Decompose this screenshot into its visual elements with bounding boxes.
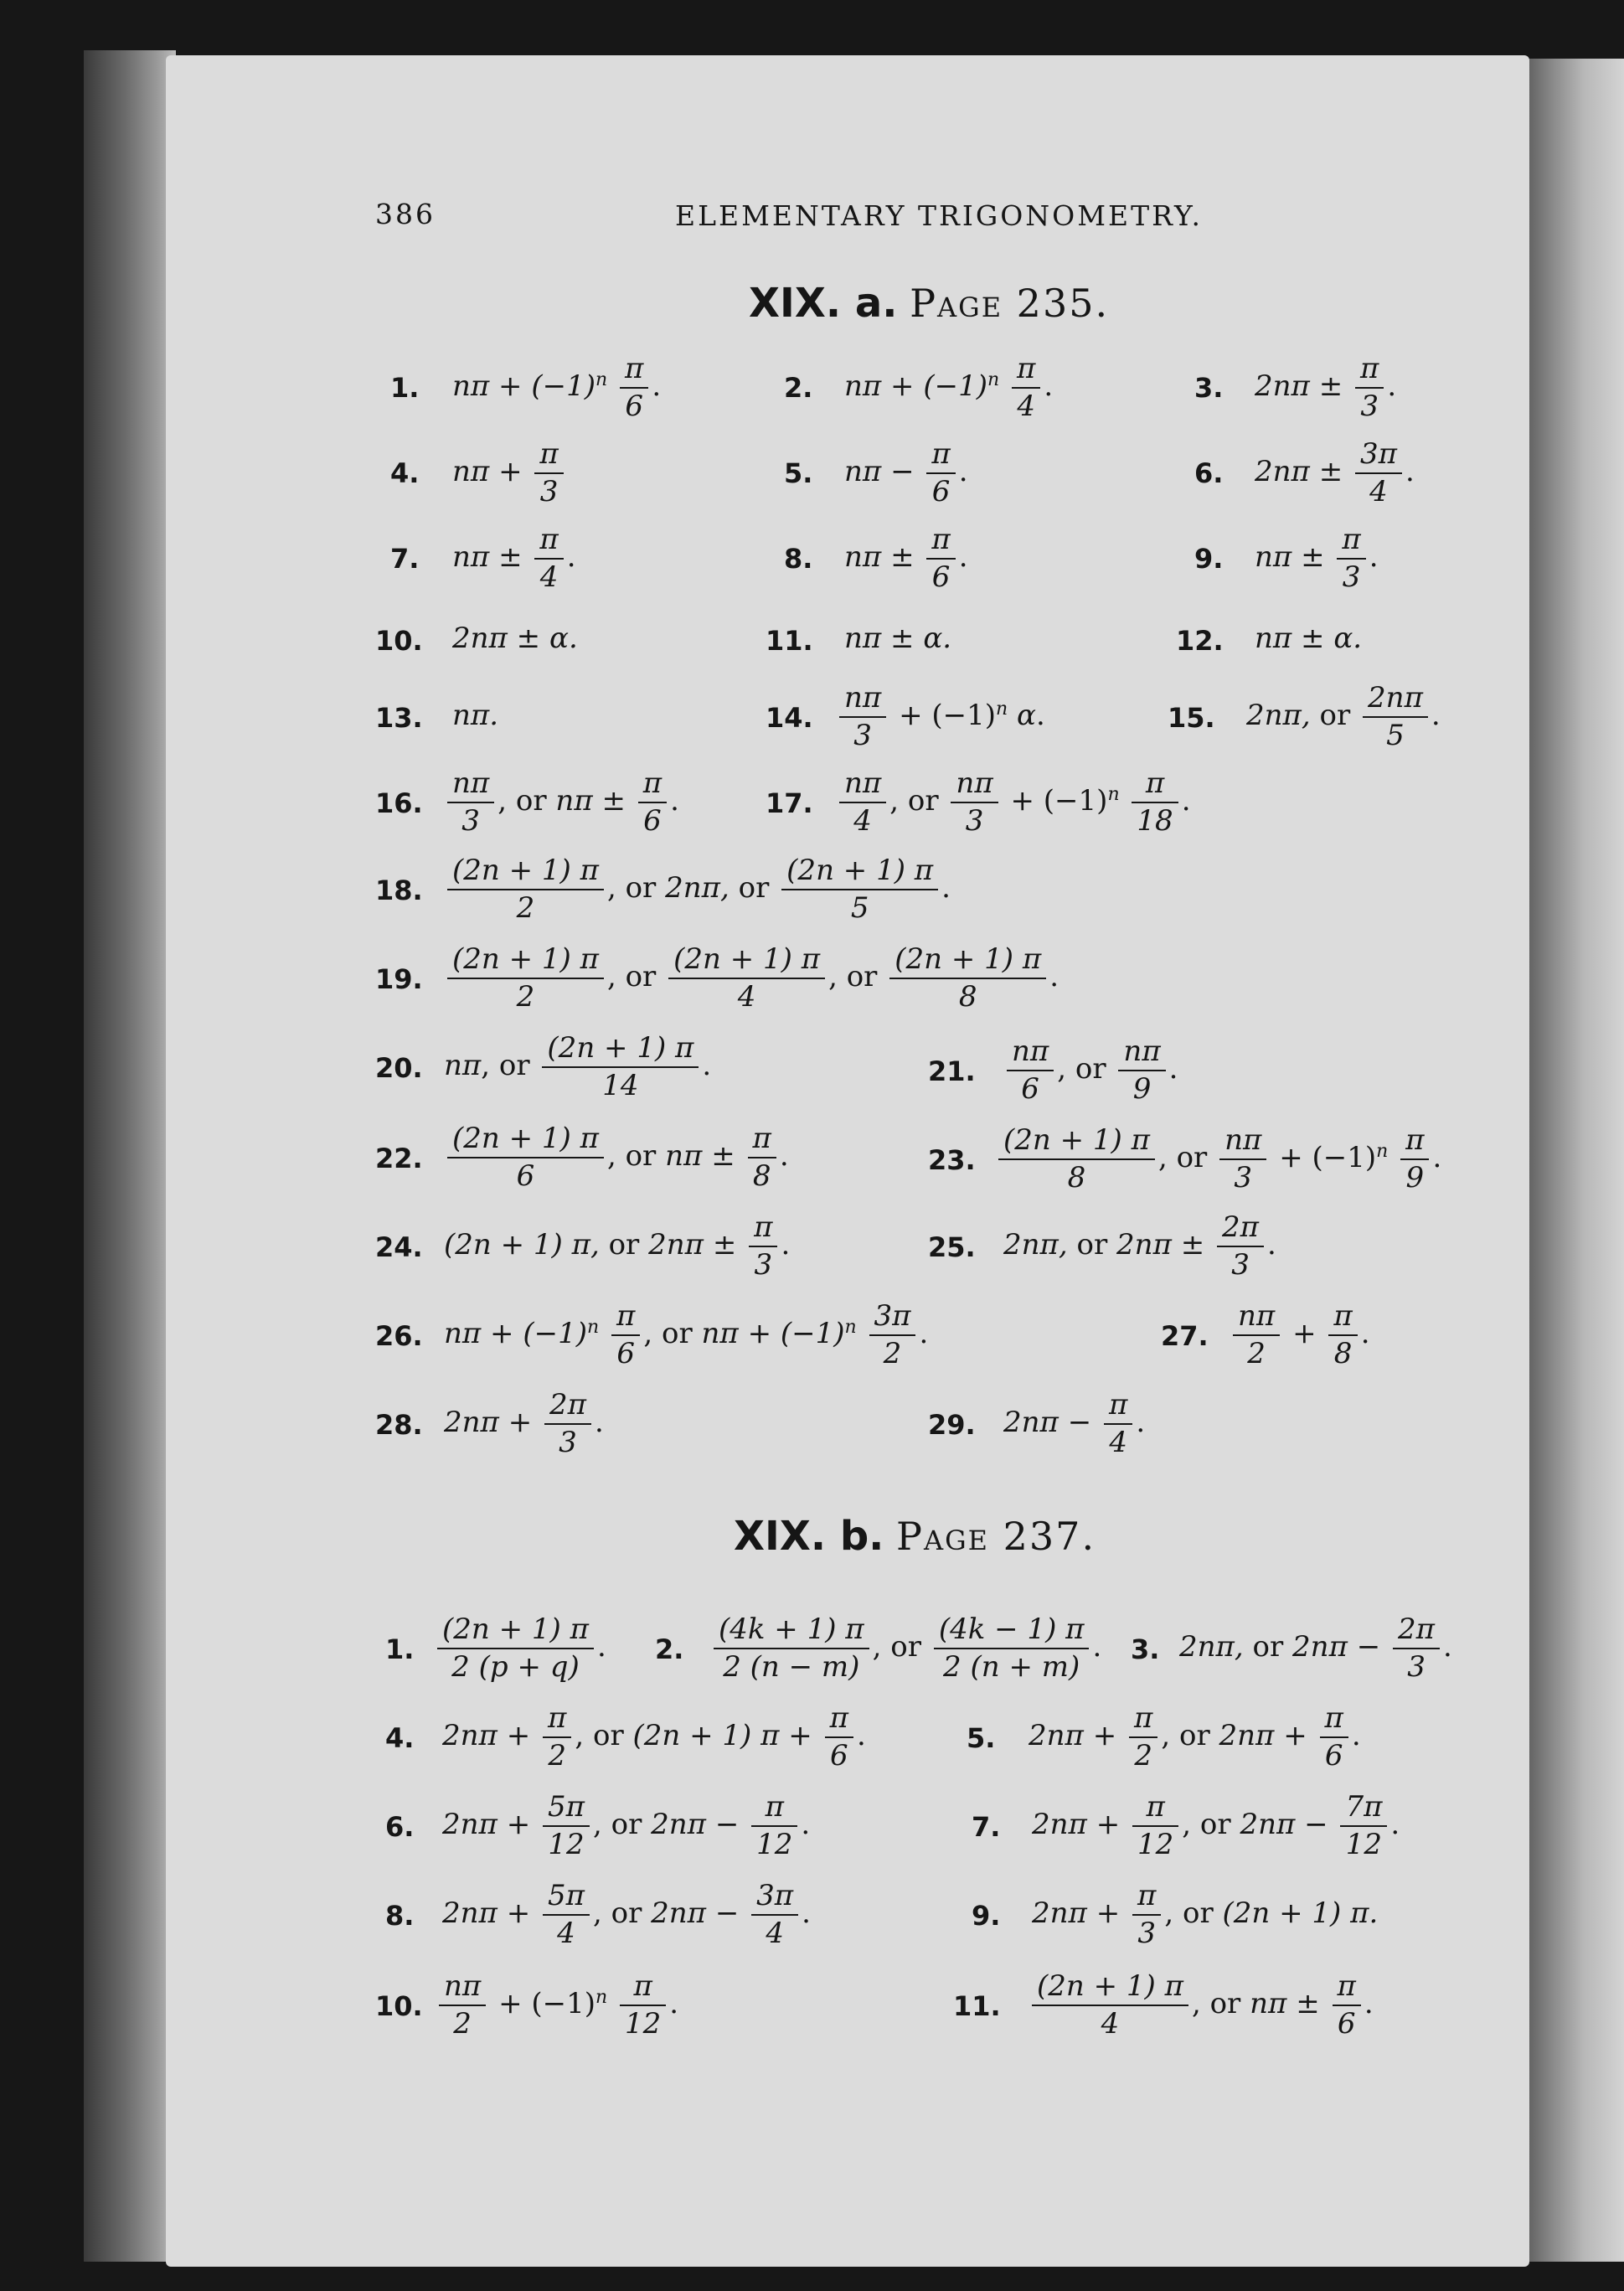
section-b-page-ref: Page 237.	[896, 1514, 1096, 1559]
answer-a16: 16.	[375, 787, 423, 819]
answer-a2-expr: $n\pi + (-1)^n$ $\frac{\pi}{4}$ .	[844, 352, 1054, 424]
section-b-label: XIX. b.	[734, 1513, 884, 1560]
answer-a1-expr: $n\pi + (-1)^n$ $\frac{\pi}{6}$ .	[452, 352, 662, 424]
answer-a24: 24.	[375, 1231, 423, 1263]
answer-b1: 1.	[385, 1633, 415, 1665]
answer-b7-expr: 2nπ + $\frac{\pi}{12}$ , or 2nπ − $\frac{7\pi}{12}$ .	[1032, 1790, 1400, 1862]
answer-a8: 8.	[784, 543, 813, 575]
page-number: 386	[375, 198, 436, 230]
section-a-label: XIX. a.	[749, 280, 898, 327]
fraction: $\frac{n\pi}{3}$	[447, 767, 494, 838]
answer-a14: 14.	[766, 702, 813, 734]
answer-a13-expr: nπ.	[452, 699, 499, 732]
fraction: $\frac{\pi}{3}$	[1337, 524, 1365, 594]
answer-a7-expr: nπ ± $\frac{\pi}{4}$ .	[452, 523, 576, 595]
fraction: $\frac{n\pi}{3}$	[1219, 1124, 1266, 1195]
fraction: $\frac{n\pi}{9}$	[1118, 1035, 1165, 1106]
fraction: $\frac{(2n + 1) \pi}{14}$	[542, 1032, 699, 1102]
fraction: $\frac{(2n + 1) \pi}{2}$	[447, 943, 604, 1014]
answer-a23-expr: $\frac{(2n + 1) \pi}{8}$ , or $\frac{n\pi}{3}$ + $(-1)^n$ $\frac{\pi}{9}$ .	[995, 1124, 1441, 1195]
fraction: $\frac{n\pi}{3}$	[951, 767, 998, 838]
fraction: $\frac{(2n + 1) \pi}{4}$	[668, 943, 825, 1014]
answer-a3-expr: 2nπ ± $\frac{\pi}{3}$ .	[1255, 352, 1397, 424]
answer-a19-expr: $\frac{(2n + 1) \pi}{2}$ , or $\frac{(2n + 1) \pi}{4}$ , or $\frac{(2n + 1) \pi}{8}$ .	[444, 943, 1059, 1014]
fraction: $\frac{\pi}{3}$	[1132, 1880, 1161, 1950]
fraction: $\frac{\pi}{9}$	[1400, 1124, 1429, 1195]
answer-b10: 10.	[375, 1990, 423, 2022]
answer-b4-expr: 2nπ + $\frac{\pi}{2}$ , or (2n + 1) π + $\frac{\pi}{6}$ .	[442, 1701, 866, 1773]
answer-b2-expr: $\frac{(4k + 1) \pi}{2 (n - m)}$ , or $\frac{(4k - 1) \pi}{2 (n + m)}$ .	[710, 1613, 1101, 1684]
answer-a29: 29.	[928, 1409, 976, 1441]
answer-a4-expr: nπ + $\frac{\pi}{3}$	[452, 438, 567, 508]
answer-a27-expr: $\frac{n\pi}{2}$ + $\frac{\pi}{8}$ .	[1230, 1300, 1370, 1370]
answer-a26-expr: $n\pi + (-1)^n$ $\frac{\pi}{6}$ , or $n\pi + (-1)^n$ $\frac{3\pi}{2}$ .	[444, 1299, 929, 1371]
answer-a9: 9.	[1194, 543, 1224, 575]
fraction: $\frac{(2n + 1) \pi}{8}$	[889, 943, 1046, 1014]
fraction: $\frac{7\pi}{12}$	[1340, 1791, 1387, 1861]
answer-b9: 9.	[972, 1900, 1001, 1932]
fraction: $\frac{n\pi}{6}$	[1007, 1035, 1054, 1106]
answer-a1: 1.	[390, 372, 420, 404]
answer-b6-expr: 2nπ + $\frac{5\pi}{12}$ , or 2nπ − $\frac{\pi}{12}$ .	[442, 1790, 811, 1862]
answer-b2: 2.	[655, 1633, 684, 1665]
answer-a15: 15.	[1168, 702, 1215, 734]
answer-a25-expr: 2nπ, or 2nπ ± $\frac{2\pi}{3}$ .	[1003, 1210, 1276, 1282]
fraction: $\frac{\pi}{4}$	[534, 524, 563, 594]
answer-a11-expr: nπ ± α.	[844, 622, 952, 655]
fraction: $\frac{\pi}{8}$	[1328, 1300, 1357, 1370]
answer-a14-expr: $\frac{n\pi}{3}$ + $(-1)^n$ α.	[836, 682, 1045, 752]
fraction: $\frac{(2n + 1) \pi}{8}$	[998, 1124, 1155, 1195]
answer-a9-expr: nπ ± $\frac{\pi}{3}$ .	[1255, 523, 1379, 595]
fraction: $\frac{\pi}{3}$	[1355, 353, 1384, 423]
fraction: $\frac{\pi}{6}$	[638, 767, 667, 838]
fraction: $\frac{\pi}{6}$	[926, 524, 955, 594]
fraction: $\frac{2n\pi}{5}$	[1363, 682, 1428, 752]
answer-b8: 8.	[385, 1900, 415, 1932]
answer-a20-expr: nπ, or $\frac{(2n + 1) \pi}{14}$ .	[444, 1031, 712, 1103]
answer-a10: 10.	[375, 625, 423, 657]
answer-a6-expr: 2nπ ± $\frac{3\pi}{4}$ .	[1255, 437, 1415, 509]
fraction: $\frac{2\pi}{3}$	[1217, 1211, 1264, 1282]
fraction: $\frac{\pi}{3}$	[749, 1211, 777, 1282]
answer-a23: 23.	[928, 1144, 976, 1176]
fraction: $\frac{(4k - 1) \pi}{2 (n + m)}$	[934, 1613, 1090, 1684]
fraction: $\frac{\pi}{6}$	[620, 353, 648, 423]
fraction: $\frac{\pi}{3}$	[534, 438, 563, 508]
answer-b7: 7.	[972, 1811, 1001, 1843]
fraction: $\frac{n\pi}{3}$	[839, 682, 886, 752]
scan-edge-right	[1524, 59, 1624, 2262]
answer-a11: 11.	[766, 625, 813, 657]
fraction: $\frac{(2n + 1) \pi}{4}$	[1032, 1970, 1188, 2041]
answer-a6: 6.	[1194, 457, 1224, 489]
fraction: $\frac{\pi}{12}$	[751, 1791, 797, 1861]
answer-a25: 25.	[928, 1231, 976, 1263]
answer-a22: 22.	[375, 1143, 423, 1174]
book-page	[166, 55, 1529, 2267]
answer-a21: 21.	[928, 1055, 976, 1087]
answer-a26: 26.	[375, 1320, 423, 1352]
fraction: $\frac{2\pi}{3}$	[544, 1389, 591, 1459]
answer-a21-expr: $\frac{n\pi}{6}$ , or $\frac{n\pi}{9}$ .	[1003, 1035, 1178, 1106]
fraction: $\frac{(2n + 1) \pi}{5}$	[781, 854, 938, 925]
answer-a29-expr: 2nπ − $\frac{\pi}{4}$ .	[1003, 1388, 1146, 1460]
answer-a15-expr: 2nπ, or $\frac{2n\pi}{5}$ .	[1246, 681, 1441, 753]
fraction: $\frac{n\pi}{2}$	[439, 1970, 486, 2041]
answer-b8-expr: 2nπ + $\frac{5\pi}{4}$ , or 2nπ − $\frac{3\pi}{4}$ .	[442, 1879, 811, 1951]
answer-a5: 5.	[784, 457, 813, 489]
fraction: $\frac{\pi}{12}$	[1132, 1791, 1178, 1861]
answer-b5-expr: 2nπ + $\frac{\pi}{2}$ , or 2nπ + $\frac{\pi}{6}$ .	[1029, 1701, 1361, 1773]
fraction: $\frac{2\pi}{3}$	[1393, 1613, 1440, 1684]
fraction: $\frac{(2n + 1) \pi}{2}$	[447, 854, 604, 925]
answer-a2: 2.	[784, 372, 813, 404]
fraction: $\frac{5\pi}{4}$	[543, 1880, 590, 1950]
fraction: $\frac{\pi}{6}$	[825, 1702, 853, 1772]
answer-a27: 27.	[1161, 1320, 1209, 1352]
answer-a7: 7.	[390, 543, 420, 575]
section-a-page-ref: Page 235.	[910, 281, 1110, 326]
answer-a28-expr: 2nπ + $\frac{2\pi}{3}$ .	[444, 1388, 604, 1460]
answer-b10-expr: $\frac{n\pi}{2}$ + $(-1)^n$ $\frac{\pi}{12}$ .	[436, 1970, 678, 2041]
answer-a17-expr: $\frac{n\pi}{4}$ , or $\frac{n\pi}{3}$ + $(-1)^n$ $\frac{\pi}{18}$ .	[836, 767, 1191, 838]
section-a-heading	[749, 280, 1109, 327]
fraction: $\frac{(2n + 1) \pi}{6}$	[447, 1122, 604, 1193]
fraction: $\frac{3\pi}{4}$	[1355, 438, 1402, 508]
answer-b6: 6.	[385, 1811, 415, 1843]
answer-a18-expr: $\frac{(2n + 1) \pi}{2}$ , or 2nπ, or $\frac{(2n + 1) \pi}{5}$ .	[444, 854, 951, 925]
answer-a20: 20.	[375, 1052, 423, 1084]
fraction: $\frac{3\pi}{4}$	[751, 1880, 798, 1950]
answer-a3: 3.	[1194, 372, 1224, 404]
answer-a18: 18.	[375, 875, 423, 906]
answer-a10-expr: 2nπ ± α.	[452, 622, 578, 655]
fraction: $\frac{\pi}{4}$	[1104, 1389, 1132, 1459]
answer-a17: 17.	[766, 787, 813, 819]
answer-b11-expr: $\frac{(2n + 1) \pi}{4}$ , or nπ ± $\frac{\pi}{6}$ .	[1029, 1970, 1374, 2041]
fraction: $\frac{\pi}{2}$	[1129, 1702, 1157, 1772]
scan-edge-left	[84, 50, 176, 2262]
running-title: ELEMENTARY TRIGONOMETRY.	[675, 199, 1203, 232]
answer-b11: 11.	[953, 1990, 1001, 2022]
fraction: $\frac{(4k + 1) \pi}{2 (n - m)}$	[714, 1613, 869, 1684]
fraction: $\frac{\pi}{6}$	[926, 438, 955, 508]
answer-a22-expr: $\frac{(2n + 1) \pi}{6}$ , or nπ ± $\frac{\pi}{8}$ .	[444, 1122, 789, 1193]
answer-a24-expr: (2n + 1) π, or 2nπ ± $\frac{\pi}{3}$ .	[444, 1210, 791, 1282]
fraction: $\frac{\pi}{8}$	[748, 1122, 776, 1193]
answer-b3: 3.	[1131, 1633, 1160, 1665]
fraction: $\frac{\pi}{12}$	[620, 1970, 666, 2041]
answer-b9-expr: 2nπ + $\frac{\pi}{3}$ , or (2n + 1) π.	[1032, 1879, 1379, 1951]
fraction: $\frac{\pi}{6}$	[1333, 1970, 1361, 2041]
answer-b1-expr: $\frac{(2n + 1) \pi}{2 (p + q)}$ .	[434, 1613, 606, 1684]
fraction: $\frac{\pi}{6}$	[1320, 1702, 1348, 1772]
answer-a5-expr: nπ − $\frac{\pi}{6}$ .	[844, 437, 968, 509]
fraction: $\frac{\pi}{2}$	[543, 1702, 571, 1772]
answer-a12: 12.	[1176, 625, 1224, 657]
fraction: $\frac{5\pi}{12}$	[543, 1791, 590, 1861]
fraction: $\frac{\pi}{4}$	[1012, 353, 1040, 423]
answer-a28: 28.	[375, 1409, 423, 1441]
fraction: $\frac{\pi}{18}$	[1132, 767, 1178, 838]
fraction: $\frac{n\pi}{2}$	[1233, 1300, 1280, 1370]
fraction: $\frac{n\pi}{4}$	[839, 767, 886, 838]
answer-a19: 19.	[375, 963, 423, 995]
answer-a16-expr: $\frac{n\pi}{3}$ , or nπ ± $\frac{\pi}{6}$ .	[444, 767, 679, 838]
answer-b3-expr: 2nπ, or 2nπ − $\frac{2\pi}{3}$ .	[1179, 1612, 1452, 1685]
answer-a4: 4.	[390, 457, 420, 489]
answer-b5: 5.	[967, 1722, 996, 1754]
section-b-heading	[734, 1513, 1096, 1560]
answer-b4: 4.	[385, 1722, 415, 1754]
fraction: $\frac{(2n + 1) \pi}{2 (p + q)}$	[437, 1613, 594, 1684]
fraction: $\frac{3\pi}{2}$	[869, 1300, 916, 1370]
answer-a13: 13.	[375, 702, 423, 734]
fraction: $\frac{\pi}{6}$	[611, 1300, 640, 1370]
answer-a8-expr: nπ ± $\frac{\pi}{6}$ .	[844, 523, 968, 595]
answer-a12-expr: nπ ± α.	[1255, 622, 1363, 655]
